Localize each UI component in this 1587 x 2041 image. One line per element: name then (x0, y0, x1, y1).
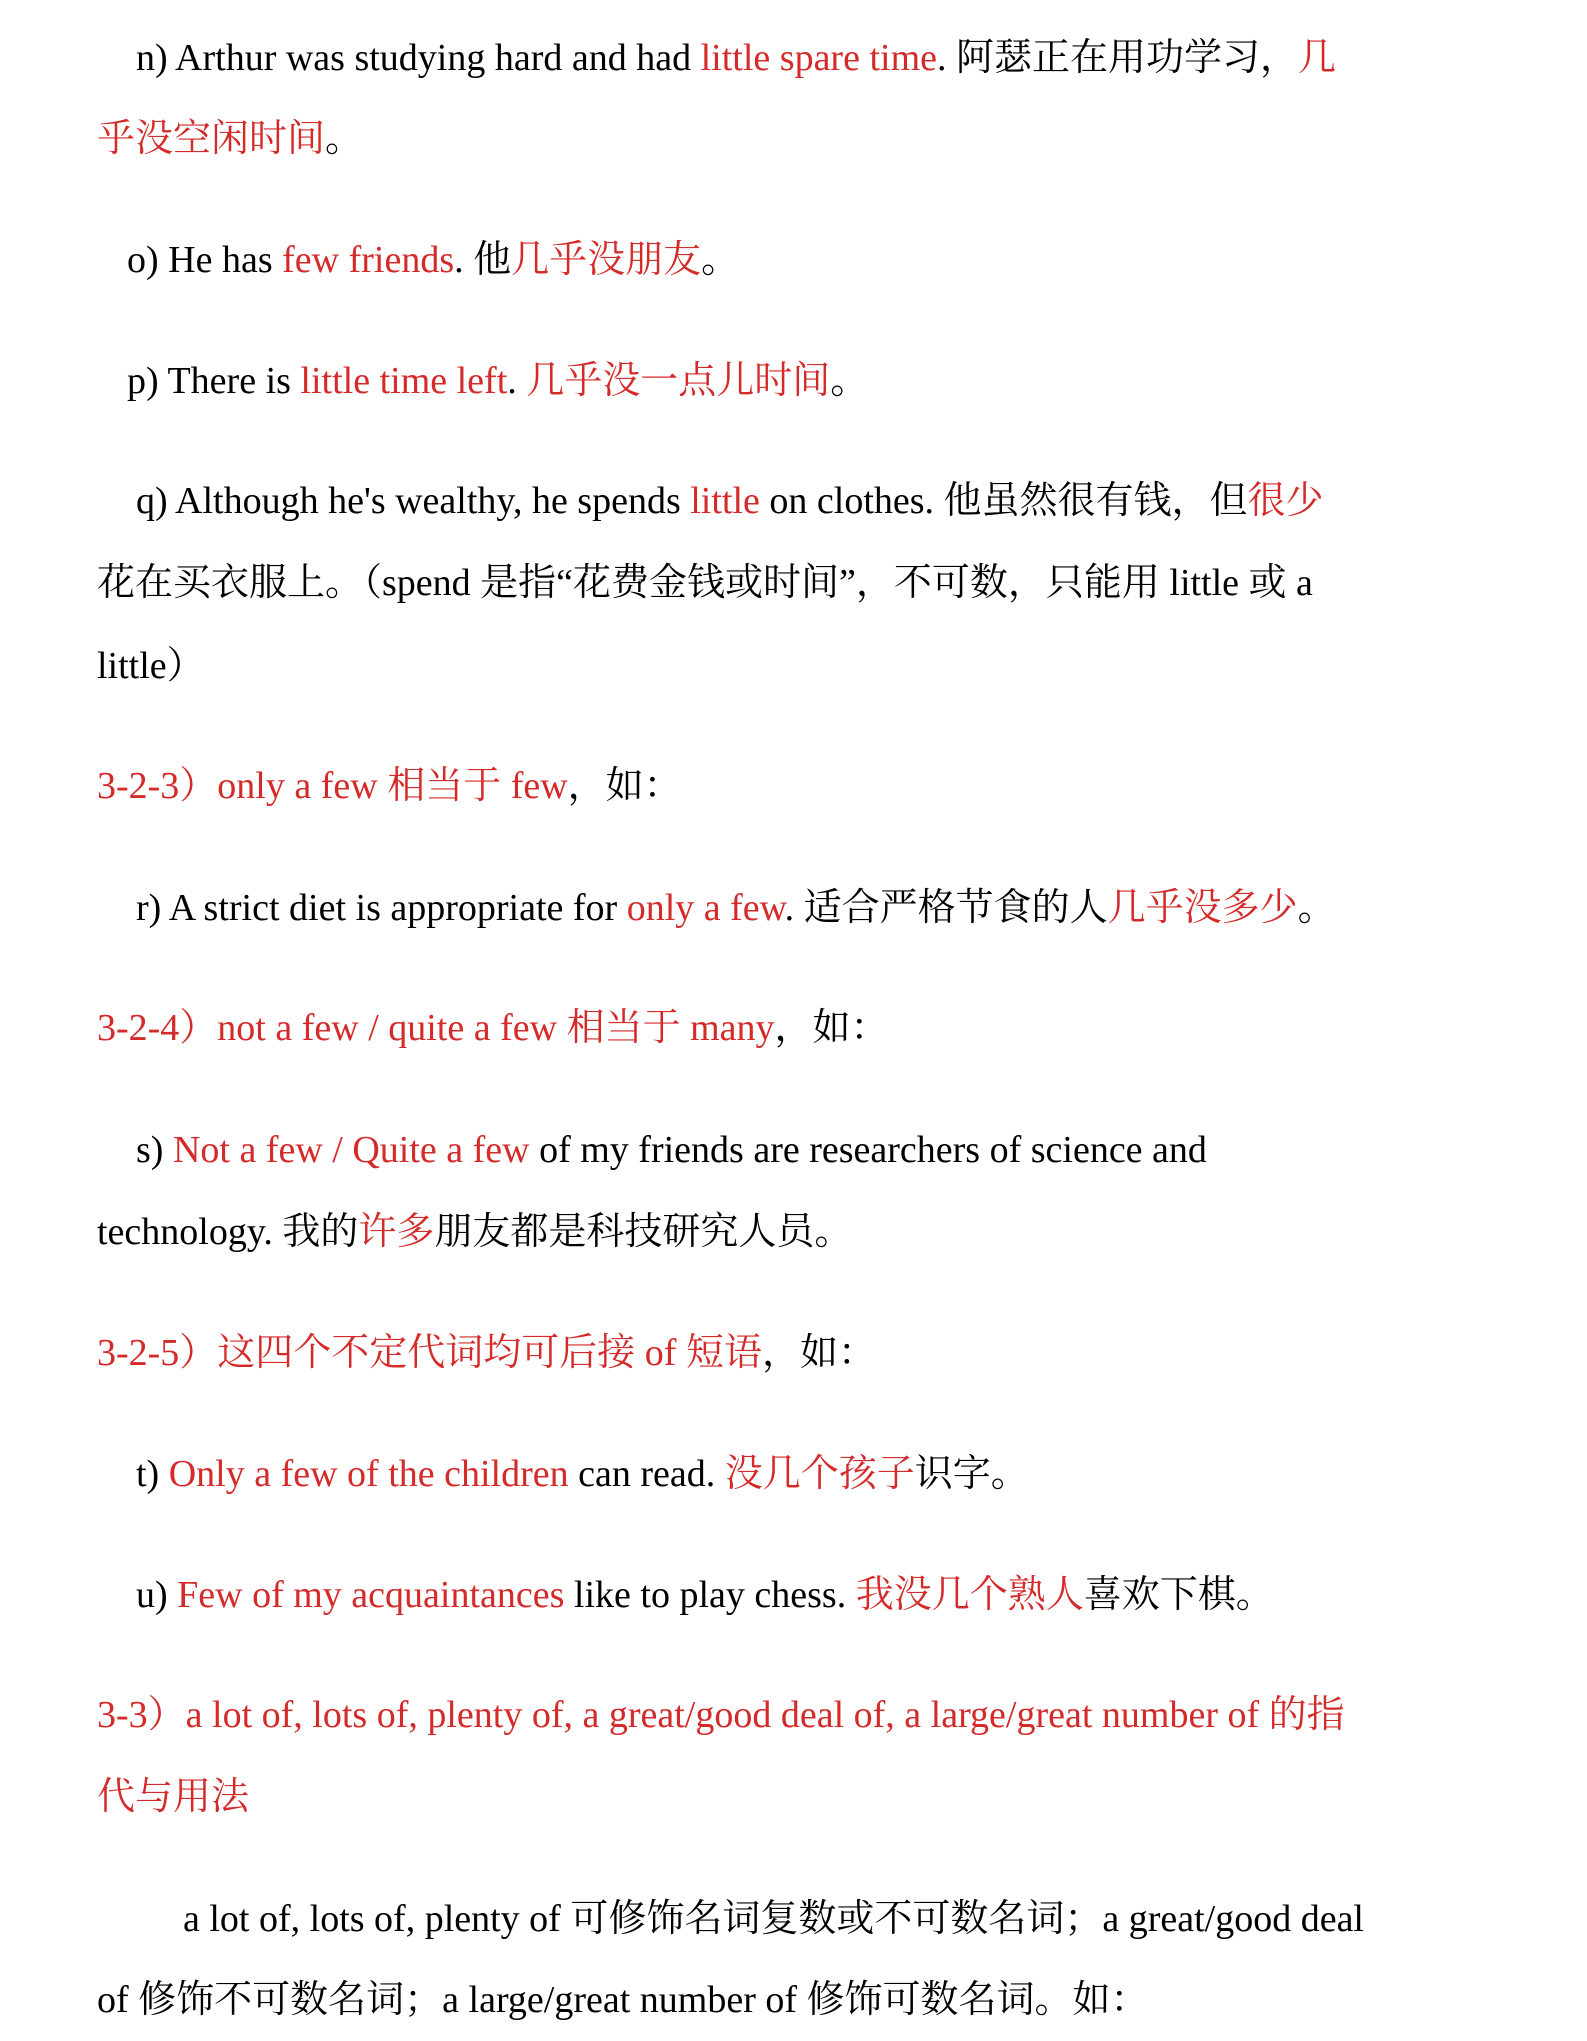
highlighted-text: 几乎没朋友 (511, 239, 702, 281)
body-text: ，如： (567, 765, 682, 807)
text-line (97, 643, 205, 689)
highlighted-text: 没几个孩子 (724, 1453, 915, 1495)
body-text: little） (97, 645, 205, 687)
highlighted-text: 3-2-4）not a few / quite a few 相当于 many (97, 1007, 775, 1049)
highlighted-text: 3-3）a lot of, lots of, plenty of, a great/good deal of, a large/great number of 的指 (97, 1694, 1345, 1736)
highlighted-text: Not a few / Quite a few (172, 1129, 530, 1171)
text-line (97, 1209, 852, 1255)
highlighted-text: 我没几个熟人 (855, 1574, 1084, 1616)
body-text: n) Arthur was studying hard and had (136, 37, 701, 79)
text-line (97, 116, 363, 162)
body-text: 。 (1297, 887, 1336, 929)
body-text: a lot of, lots of, plenty of 可修饰名词复数或不可数名词；a great/good deal (183, 1898, 1364, 1940)
body-text: technology. 我的 (97, 1211, 359, 1253)
text-line (136, 1572, 1274, 1618)
text-line (97, 763, 682, 809)
text-line (136, 1451, 1029, 1497)
highlighted-text: 很少 (1247, 480, 1324, 522)
body-text: 朋友都是科技研究人员。 (434, 1211, 853, 1253)
highlighted-text: 代与用法 (97, 1776, 250, 1818)
text-line (97, 1692, 1345, 1738)
highlighted-text: 3-2-5）这四个不定代词均可后接 of 短语 (97, 1332, 762, 1374)
body-text: on clothes. 他虽然很有钱，但 (759, 480, 1248, 522)
highlighted-text: 乎没空闲时间 (97, 118, 326, 160)
body-text: 识字。 (914, 1453, 1029, 1495)
text-line (136, 885, 1336, 931)
highlighted-text: few friends (282, 239, 455, 281)
text-line (97, 1005, 889, 1051)
body-text: t) (136, 1453, 169, 1495)
text-line (127, 237, 739, 283)
body-text: 。 (325, 118, 364, 160)
body-text: . 他 (454, 239, 512, 281)
text-line (127, 358, 868, 404)
highlighted-text: 许多 (358, 1211, 435, 1253)
highlighted-text: 几乎没一点儿时间 (526, 360, 831, 402)
body-text: . 阿瑟正在用功学习， (937, 37, 1299, 79)
body-text: r) A strict diet is appropriate for (136, 887, 627, 929)
highlighted-text: Only a few of the children (168, 1453, 569, 1495)
body-text: like to play chess. (564, 1574, 856, 1616)
body-text: of my friends are researchers of science and (529, 1129, 1207, 1171)
body-text: 花在买衣服上。（spend 是指“花费金钱或时间”，不可数，只能用 little 或 a (97, 562, 1313, 604)
highlighted-text: only a few (626, 887, 785, 929)
body-text: q) Although he's wealthy, he spends (136, 480, 691, 522)
text-line (183, 1896, 1364, 1942)
text-line (97, 1774, 249, 1820)
body-text: can read. (568, 1453, 725, 1495)
body-text: u) (136, 1574, 178, 1616)
body-text: ，如： (774, 1007, 889, 1049)
highlighted-text: Few of my acquaintances (177, 1574, 565, 1616)
body-text: . (507, 360, 527, 402)
body-text: . 适合严格节食的人 (784, 887, 1108, 929)
body-text: ，如： (761, 1332, 876, 1374)
body-text: 。 (701, 239, 740, 281)
text-line (136, 35, 1336, 81)
body-text: 。 (830, 360, 869, 402)
body-text: o) He has (127, 239, 283, 281)
text-line (136, 1127, 1207, 1173)
text-line (97, 1330, 876, 1376)
highlighted-text: little (690, 480, 760, 522)
highlighted-text: little spare time (700, 37, 937, 79)
body-text: p) There is (127, 360, 301, 402)
text-line (97, 560, 1313, 606)
body-text: s) (136, 1129, 173, 1171)
text-line (136, 478, 1324, 524)
body-text: of 修饰不可数名词；a large/great number of 修饰可数名词。如： (97, 1979, 1149, 2021)
text-line (97, 1977, 1149, 2023)
body-text: 喜欢下棋。 (1083, 1574, 1274, 1616)
highlighted-text: little time left (300, 360, 508, 402)
highlighted-text: 3-2-3）only a few 相当于 few (97, 765, 568, 807)
highlighted-text: 几乎没多少 (1107, 887, 1298, 929)
highlighted-text: 几 (1298, 37, 1337, 79)
